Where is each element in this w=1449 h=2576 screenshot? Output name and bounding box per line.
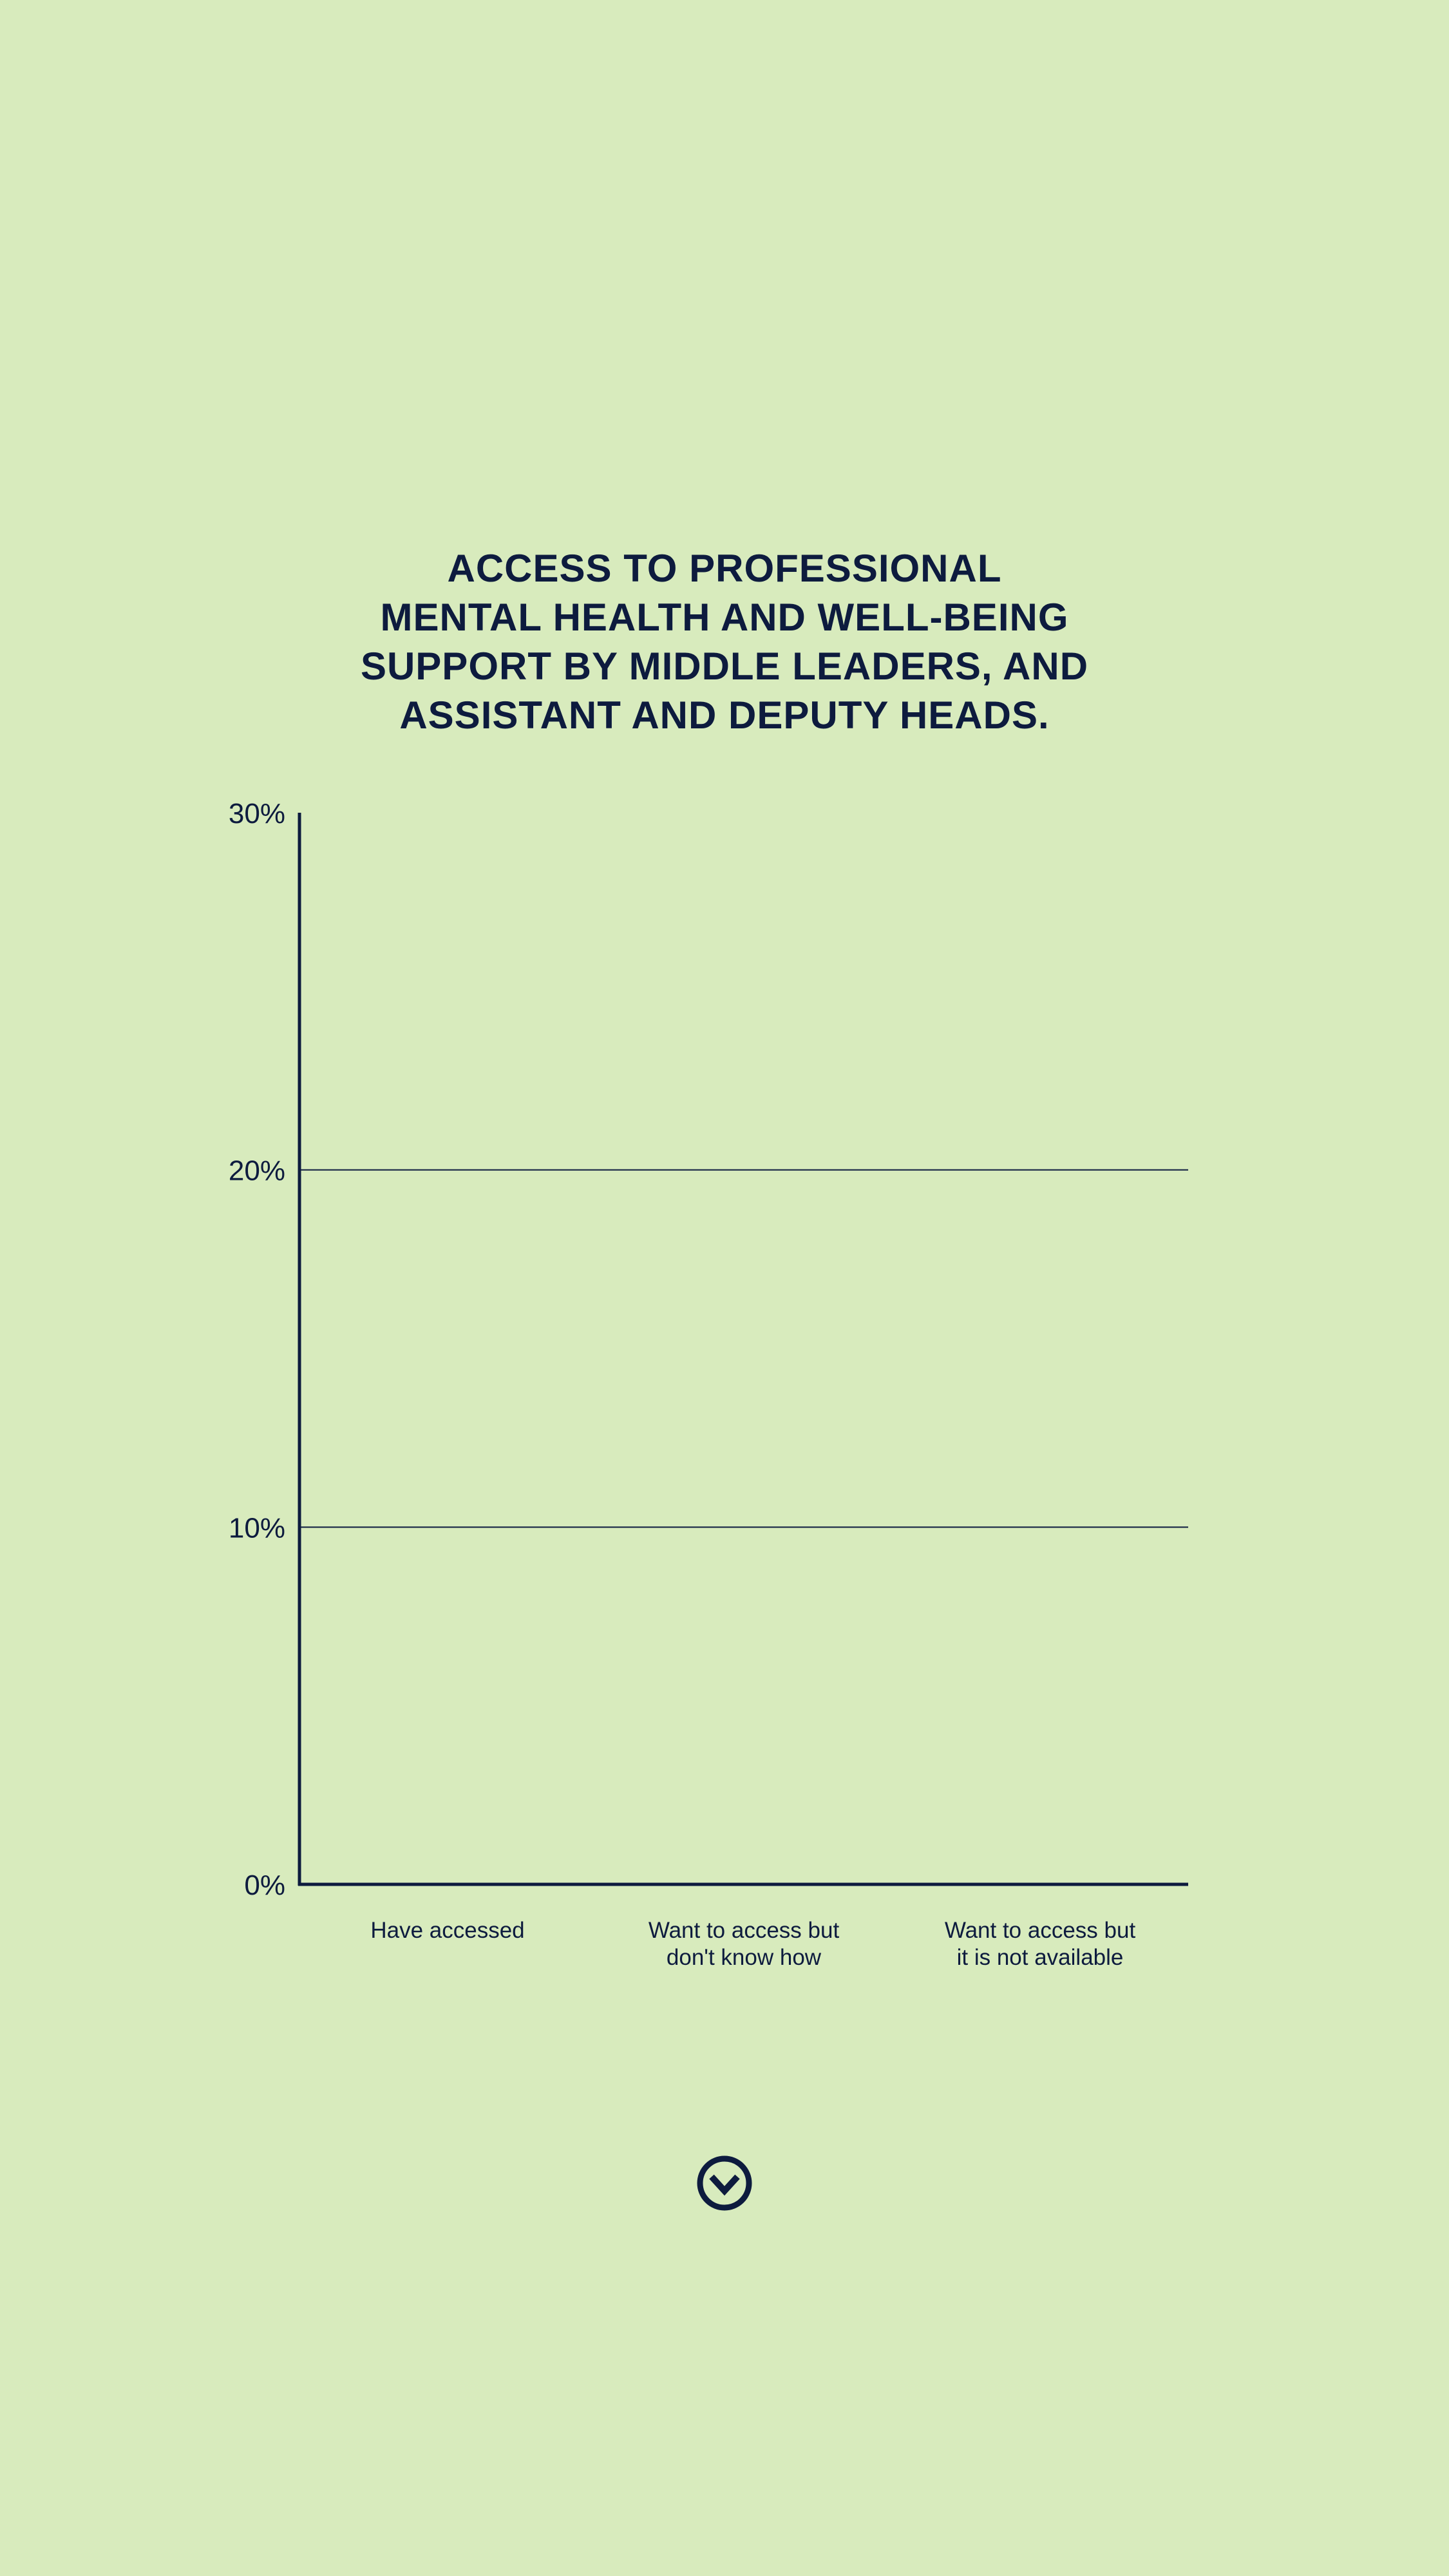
x-category-label: Want to access but don't know how (648, 1918, 840, 1970)
chart-title-line: MENTAL HEALTH AND WELL-BEING (380, 596, 1069, 639)
chevron-down-circle-icon (696, 2154, 753, 2212)
y-tick-label: 30% (228, 798, 285, 829)
y-tick-label: 20% (228, 1155, 285, 1187)
y-tick-label: 0% (244, 1870, 285, 1901)
axis-layer (298, 813, 1188, 1886)
x-category-label: Have accessed (370, 1918, 525, 1943)
grid-layer (299, 1170, 1188, 1528)
x-category-labels (370, 1918, 1135, 1970)
x-category-label: Want to access but it is not available (944, 1918, 1136, 1970)
y-tick-label: 10% (228, 1512, 285, 1544)
chart-title-line: ASSISTANT AND DEPUTY HEADS. (399, 694, 1050, 737)
y-tick-labels (229, 798, 285, 1901)
scroll-down-button[interactable] (696, 2154, 753, 2212)
chart-title-line: ACCESS TO PROFESSIONAL (447, 547, 1002, 590)
chart-title-line: SUPPORT BY MIDDLE LEADERS, AND (360, 645, 1089, 688)
